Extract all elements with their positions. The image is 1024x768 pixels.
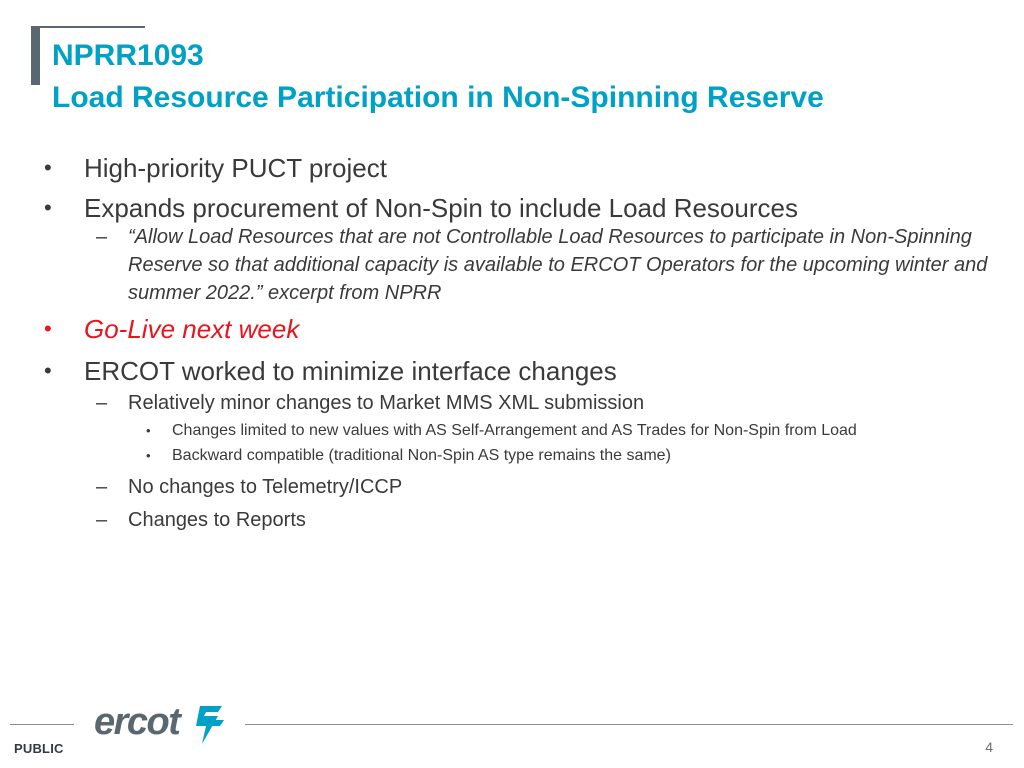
footer-rule-right [245,724,1013,725]
sub-bullet-mms [0,388,1024,418]
sub-bullet-telemetry [0,470,1024,504]
title-bracket-side [31,27,40,85]
slide-title [52,35,824,119]
dash-mark: – [96,476,108,498]
bullet-mark: • [44,155,52,180]
title-bracket-top [31,26,145,28]
bullet-mark: • [146,448,151,463]
bullet-text: High-priority PUCT project [84,153,387,183]
bullet-mark: • [44,316,52,341]
dash-mark: – [96,226,108,248]
bullet-3-go-live [0,309,1024,349]
bullet-mark: • [146,423,151,438]
dash-mark: – [96,509,108,531]
sub-sub-bullet-text: Changes limited to new values with AS Self-Arrangement and AS Trades for Non-Spin from Load [172,422,857,439]
sub-bullet-text: Changes to Reports [128,509,306,531]
sub-sub-bullet-1 [0,418,1024,443]
bullet-mark: • [44,195,52,220]
classification-label: PUBLIC [14,741,64,756]
bullet-4 [0,351,1024,391]
sub-bullet-text: No changes to Telemetry/ICCP [128,476,403,498]
bullet-text: ERCOT worked to minimize interface changes [84,356,617,386]
title-line-2: Load Resource Participation in Non-Spinning Reserve [52,81,824,114]
bullet-2 [0,188,1024,228]
sub-bullet-quote [0,223,1024,307]
bullet-text: Go-Live next week [84,314,300,344]
logo-wordmark: ercot [94,701,180,743]
sub-bullet-reports [0,504,1024,536]
sub-sub-bullet-text: Backward compatible (traditional Non-Spin AS type remains the same) [172,447,671,464]
slide-body [0,148,1024,536]
title-line-1: NPRR1093 [52,39,204,72]
bullet-mark: • [44,358,52,383]
sub-bullet-text: Relatively minor changes to Market MMS XML submission [128,392,645,414]
lightning-bolt-icon [196,706,224,744]
ercot-logo [94,700,228,752]
footer-rule-left [10,724,74,725]
page-number: 4 [985,739,993,755]
quote-text: “Allow Load Resources that are not Controllable Load Resources to participate in Non-Spinning Reserve so that additional capacity is available to ERCOT Operators for the upcoming winter and summer 2022.” excerpt from NPRR [128,226,988,304]
bullet-text: Expands procurement of Non-Spin to include Load Resources [84,193,798,223]
sub-sub-bullet-2 [0,443,1024,468]
bullet-1 [0,148,1024,188]
dash-mark: – [96,392,108,414]
